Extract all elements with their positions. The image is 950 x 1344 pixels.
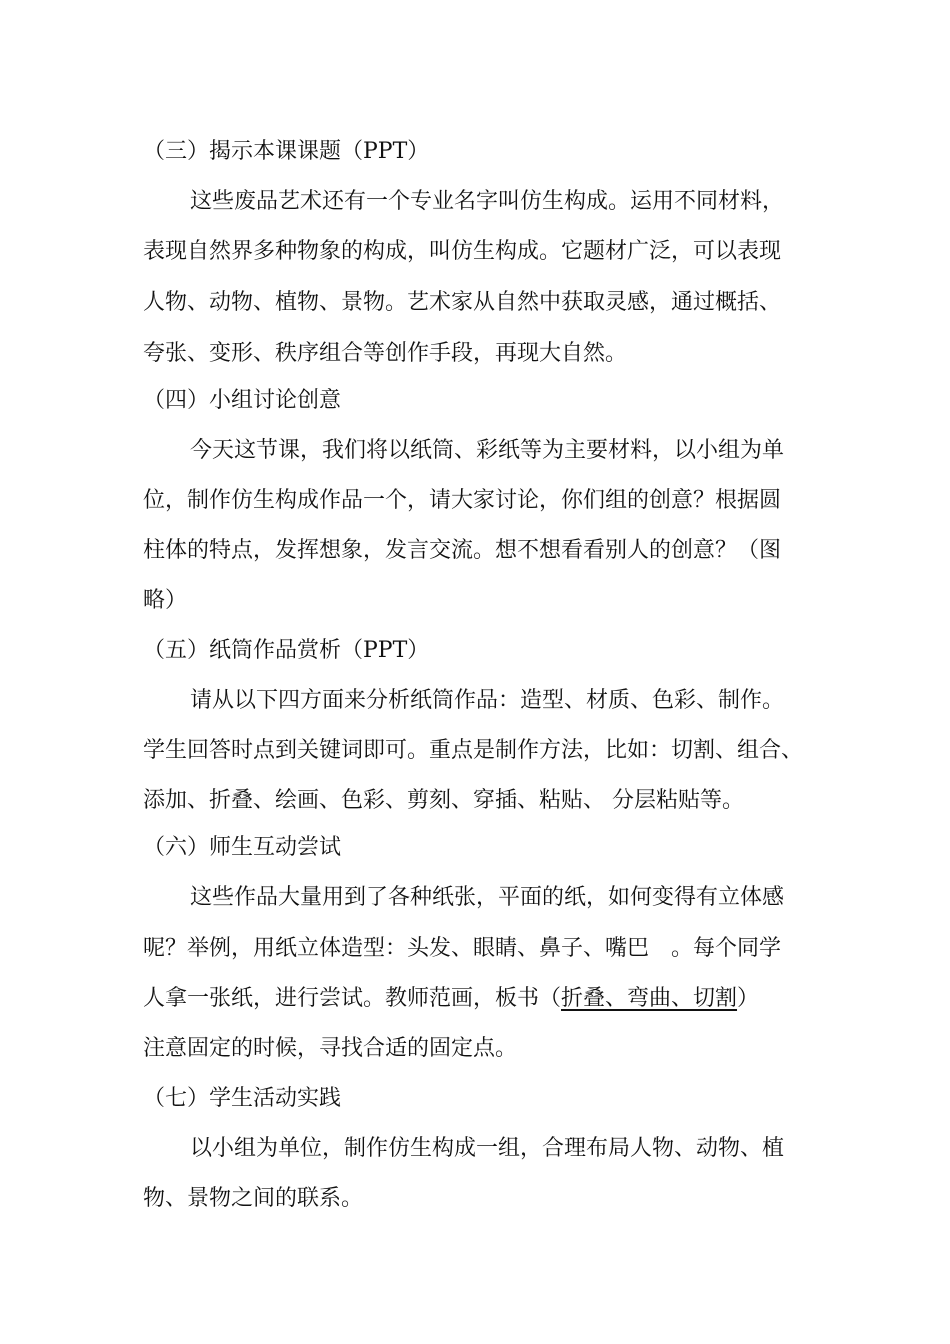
paragraph-line: 请从以下四方面来分析纸筒作品：造型、材质、色彩、制作。 (190, 688, 785, 713)
paragraph-line: 这些废品艺术还有一个专业名字叫仿生构成。运用不同材料， (190, 189, 785, 214)
section-heading-4: （四）小组讨论创意 (143, 388, 342, 413)
paragraph-line: 略） (143, 588, 188, 613)
paragraph-line: 以小组为单位，制作仿生构成一组，合理布局人物、动物、植 (190, 1136, 785, 1161)
section-heading-7: （七）学生活动实践 (143, 1086, 342, 1111)
close-paren: ） (737, 986, 760, 1011)
paragraph-line-with-board-notes (143, 988, 759, 1010)
section-heading-6: （六）师生互动尝试 (143, 835, 342, 860)
paragraph-line: 呢？举例，用纸立体造型：头发、眼睛、鼻子、嘴巴 。每个同学 (143, 936, 782, 961)
section-heading-5: （五）纸筒作品赏析（PPT） (143, 638, 430, 663)
paragraph-line: 人物、动物、植物、景物。艺术家从自然中获取灵感，通过概括、 (143, 290, 782, 315)
paragraph-text: 人拿一张纸，进行尝试。教师范画，板书（ (143, 986, 562, 1011)
paragraph-line: 夸张、变形、秩序组合等创作手段，再现大自然。 (143, 341, 628, 366)
section-heading-3: （三）揭示本课课题（PPT） (143, 139, 430, 164)
paragraph-line: 表现自然界多种物象的构成，叫仿生构成。它题材广泛，可以表现 (143, 239, 782, 264)
paragraph-line: 柱体的特点，发挥想象，发言交流。想不想看看别人的创意？（图 (143, 538, 782, 563)
paragraph-line: 添加、折叠、绘画、色彩、剪刻、穿插、粘贴、 分层粘贴等。 (143, 788, 744, 813)
paragraph-line: 物、景物之间的联系。 (143, 1186, 364, 1211)
paragraph-line: 注意固定的时候，寻找合适的固定点。 (143, 1036, 518, 1061)
paragraph-line: 位，制作仿生构成作品一个，请大家讨论，你们组的创意？根据圆 (143, 488, 782, 513)
board-notes-underlined: 折叠、弯曲、切割 (561, 986, 738, 1011)
paragraph-line: 学生回答时点到关键词即可。重点是制作方法，比如：切割、组合、 (143, 738, 804, 763)
paragraph-line: 这些作品大量用到了各种纸张，平面的纸，如何变得有立体感 (190, 885, 785, 910)
paragraph-line: 今天这节课，我们将以纸筒、彩纸等为主要材料，以小组为单 (190, 438, 785, 463)
